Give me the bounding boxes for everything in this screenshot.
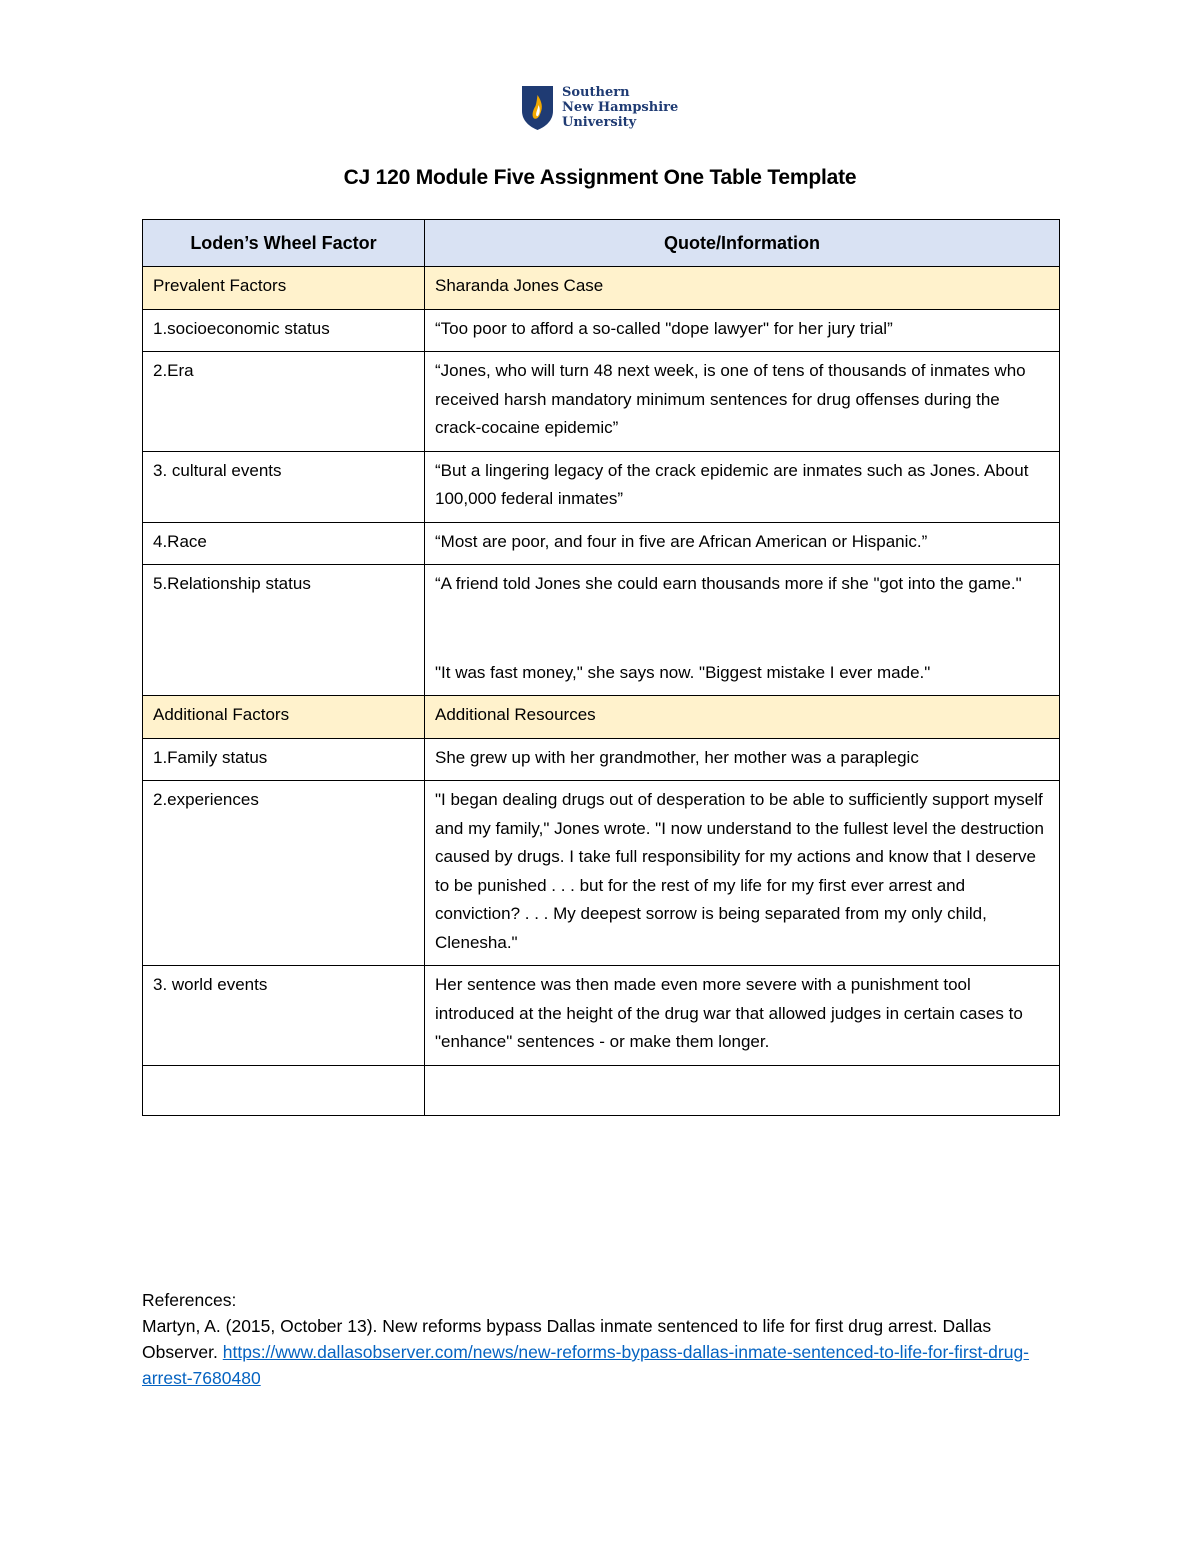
info-paragraph: "It was fast money," she says now. "Biggest mistake I ever made." [435,662,931,682]
table-row [143,522,1060,565]
header-quote: Quote/Information [425,220,1060,267]
empty-cell [425,1065,1060,1115]
table-row [143,352,1060,452]
header-factor: Loden’s Wheel Factor [143,220,425,267]
factor-cell: 1.socioeconomic status [143,309,425,352]
reference-link[interactable]: https://www.dallasobserver.com/news/new-reforms-bypass-dallas-inmate-sentenced-to-life-for-first-drug-arrest-7680480 [142,1342,1030,1388]
table-header-row [143,220,1060,267]
table-row [143,309,1060,352]
logo-line-3: University [562,115,637,130]
table-row [143,451,1060,522]
factor-cell: 3. cultural events [143,451,425,522]
info-cell: “Jones, who will turn 48 next week, is one of tens of thousands of inmates who received harsh mandatory minimum sentences for drug offenses during the crack-cocaine epidemic” [425,352,1060,452]
info-cell: “Too poor to afford a so-called "dope lawyer" for her jury trial” [425,309,1060,352]
reference-entry [142,1313,1062,1391]
reference-citation: Martyn, A. (2015, October 13). New reforms bypass Dallas inmate sentenced to life for first drug arrest. Dallas Observer. [142,1316,992,1362]
table-row [143,781,1060,966]
logo-line-1: Southern [562,85,630,100]
factor-cell: 5.Relationship status [143,565,425,696]
info-cell: She grew up with her grandmother, her mother was a paraplegic [425,738,1060,781]
factors-table [142,219,1060,1116]
empty-row [143,1065,1060,1115]
factor-cell: 2.experiences [143,781,425,966]
prevalent-label: Prevalent Factors [143,267,425,310]
references-block [142,1287,1062,1391]
logo-wordmark [562,85,678,130]
factor-cell: 2.Era [143,352,425,452]
info-cell: “Most are poor, and four in five are African American or Hispanic.” [425,522,1060,565]
empty-cell [143,1065,425,1115]
info-cell: "I began dealing drugs out of desperation to be able to sufficiently support myself and my family," Jones wrote. "I now understand to the fullest level the destruction caused by drugs. I take full responsibility for my actions and know that I deserve to be punished . . . but for the rest of my life for my first ever arrest and conviction? . . . My deepest sorrow is being separated from my only child, Clenesha." [425,781,1060,966]
info-cell: Her sentence was then made even more severe with a punishment tool introduced at the height of the drug war that allowed judges in certain cases to "enhance" sentences - or make them longer. [425,966,1060,1066]
resources-label: Additional Resources [425,696,1060,739]
references-heading: References: [142,1290,237,1310]
logo-line-2: New Hampshire [562,100,679,115]
additional-label: Additional Factors [143,696,425,739]
shield-flame-icon [521,85,554,131]
info-cell [425,565,1060,696]
table-row [143,738,1060,781]
info-cell: “But a lingering legacy of the crack epidemic are inmates such as Jones. About 100,000 federal inmates” [425,451,1060,522]
info-paragraph: “A friend told Jones she could earn thousands more if she "got into the game." [435,574,1022,593]
paragraph-gap [435,599,1049,659]
factor-cell: 1.Family status [143,738,425,781]
page-title: CJ 120 Module Five Assignment One Table Template [343,166,857,189]
factor-cell: 3. world events [143,966,425,1066]
factor-cell: 4.Race [143,522,425,565]
university-logo [521,85,691,133]
table-row [143,565,1060,696]
table-row [143,966,1060,1066]
case-label: Sharanda Jones Case [425,267,1060,310]
additional-section-row [143,696,1060,739]
prevalent-section-row [143,267,1060,310]
